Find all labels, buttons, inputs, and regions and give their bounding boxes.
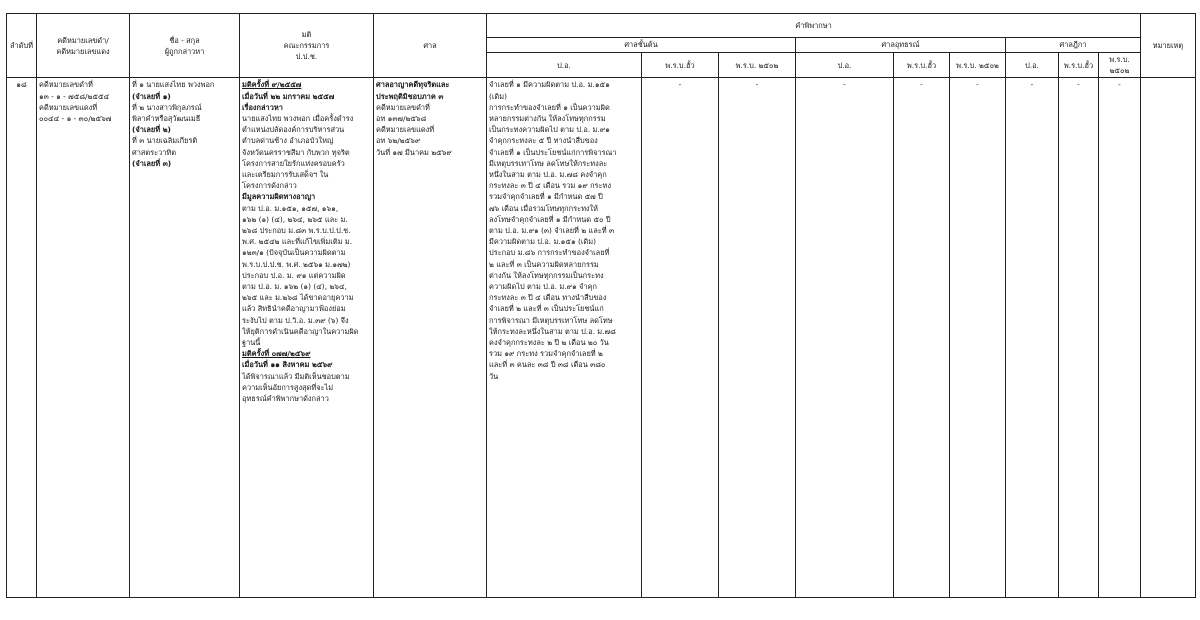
accused-line: (จำเลยที่ ๓) [132,158,172,168]
first-pa-line: หลายกรรมต่างกัน ให้ลงโทษทุกกรรม [489,114,606,124]
first-pa-line: กระทงละ ๓ ปี ๔ เดือน รวม ๑๙ กระทง [489,181,611,191]
cell-appeal-2502: - [950,78,1006,598]
first-pa-line: การพิจารณา มีเหตุบรรเทาโทษ ลดโทษ [489,315,613,325]
first-pa-line: รวมจำคุกจำเลยที่ ๑ มีกำหนด ๕๗ ปี [489,192,603,202]
court-line: อท ๑๓๗/๒๕๖๘ [376,114,427,124]
resolution-line: ตำบลด่านช้าง อำเภอบัวใหญ่ [242,136,334,146]
cell-first-instance-prb: - [642,78,719,598]
court-line: คดีหมายเลขแดงที่ [376,125,435,135]
cell-appeal-prb: - [894,78,950,598]
cell-remark [1141,78,1196,598]
first-pa-line: จำคุกกระทงละ ๕ ปี ทางนำสืบของ [489,136,598,146]
header-resolution [240,14,374,78]
court-line: อท ๖๒/๒๕๖๙ [376,136,421,146]
resolution-line: อุทธรณ์คำพิพากษาดังกล่าว [242,394,329,404]
accused-line: พิลาคำหรือสุวัฒนเมธี [132,114,201,124]
table-row [7,78,1196,598]
header-first-prb: พ.ร.บ.ฮั้ว [642,53,719,78]
first-pa-line: จำเลยที่ ๑ มีความผิดตาม ป.อ. ม.๑๕๑ [489,80,610,90]
header-supreme-pa: ป.อ. [1006,53,1059,78]
case-no-line: คดีหมายเลขดำที่ [39,80,93,90]
first-pa-line: วัน [489,371,499,381]
resolution-line: ตาม ป.อ. ม. ๑๖๒ (๑) (๔), ๒๖๔, [242,282,347,292]
resolution-line: โครงการดังกล่าว [242,181,297,191]
cell-court [374,78,487,598]
resolution-line: พ.ร.บ.ป.ป.ช. พ.ศ. ๒๕๖๑ ม.๑๗๒) [242,259,351,269]
resolution-line: ฐานนี้ [242,338,261,348]
cell-case-no [37,78,130,598]
header-first-2502: พ.ร.บ. ๒๕๐๒ [719,53,796,78]
header-supreme: ศาลฎีกา [1006,38,1141,53]
case-no-line: คดีหมายเลขแดงที่ [39,102,98,112]
resolution-line: และเตรียมการรับเสด็จฯ ใน [242,170,329,180]
cell-first-instance-pa [487,78,642,598]
first-pa-line: ความผิดไป ตาม ป.อ. ม.๙๑ จำคุก [489,282,597,292]
header-resolution-text: มติ คณะกรรมการ ป.ป.ช. [283,29,330,62]
first-pa-line: ๒ และที่ ๓ เป็นความผิดหลายกรรม [489,259,599,269]
first-pa-line: หนึ่งในสาม ตาม ป.อ. ม.๗๘ คงจำคุก [489,170,607,180]
resolution-line: ๑๖๒ (๑) (๔), ๒๖๔, ๒๖๕ และ ม. [242,214,348,224]
resolution-line: จังหวัดนครราชสีมา กับพวก ทุจริต [242,147,350,157]
first-pa-line: ตาม ป.อ. ม.๙๑ (๓) จำเลยที่ ๒ และที่ ๓ [489,226,615,236]
header-first-pa: ป.อ. [487,53,642,78]
resolution-line: มติครั้งที่ ๙/๒๕๕๗ [242,80,302,90]
first-pa-line: ประกอบ ม.๘๖ การกระทำของจำเลยที่ [489,248,610,258]
first-pa-line: ๗๖ เดือน เมื่อรวมโทษทุกกระทงให้ [489,203,599,213]
resolution-line: ได้พิจารณาแล้ว มีมติเห็นชอบตาม [242,371,350,381]
first-pa-line: (เดิม) [489,91,507,101]
cell-no: ๑๘ [7,78,37,598]
court-line: ศาลอาญาคดีทุจริตและ [376,80,450,90]
resolution-line: ประกอบ ป.อ. ม. ๙๑ แต่ความผิด [242,270,346,280]
resolution-line: เมื่อวันที่ ๒๒ มกราคม ๒๕๕๗ [242,91,335,101]
case-no-line: ๐๐๔๔ - ๑ - ๓๐/๒๕๖๗ [39,114,112,124]
header-case-no-text: คดีหมายเลขดำ/ คดีหมายเลขแดง [56,35,110,56]
header-judgment: คำพิพากษา [487,14,1141,38]
header-remark: หมายเหตุ [1141,14,1196,78]
header-no: ลำดับที่ [7,14,37,78]
first-pa-line: เป็นกระทงความผิดไป ตาม ป.อ. ม.๙๑ [489,125,610,135]
resolution-line: ระงับไป ตาม ป.วิ.อ. ม.๓๙ (๖) จึง [242,315,349,325]
resolution-line: เรื่องกล่าวหา [242,102,283,112]
cell-first-instance-2502: - [719,78,796,598]
resolution-line: มติครั้งที่ ๐๗๗/๒๕๖๙ [242,349,311,359]
header-appeal-prb: พ.ร.บ.ฮั้ว [894,53,950,78]
resolution-line: โครงการสายใยรักแห่งครอบครัว [242,158,345,168]
resolution-line: พ.ศ. ๒๕๔๒ และที่แก้ไขเพิ่มเติม ม. [242,237,353,247]
resolution-line: มีมูลความผิดทางอาญา [242,192,316,202]
header-appeal-2502: พ.ร.บ. ๒๕๐๒ [950,53,1006,78]
accused-line: ศาสตระวาทิต [132,147,177,157]
first-pa-line: กระทงละ ๓ ปี ๔ เดือน ทางนำสืบของ [489,293,607,303]
first-pa-line: ให้กระทงละหนึ่งในสาม ตาม ป.อ. ม.๗๘ [489,326,616,336]
court-line: ประพฤติมิชอบภาค ๓ [376,91,444,101]
header-accused [130,14,240,78]
header-supreme-2502-text: พ.ร.บ. ๒๕๐๒ [1109,55,1130,76]
resolution-line: ตำแหน่งปลัดองค์การบริหารส่วน [242,125,345,135]
header-first-instance: ศาลชั้นต้น [487,38,796,53]
first-pa-line: การกระทำของจำเลยที่ ๑ เป็นความผิด [489,102,610,112]
court-line: คดีหมายเลขดำที่ [376,102,430,112]
accused-line: ที่ ๒ นางสาวพิกุลภรณ์ [132,102,202,112]
cell-supreme-prb: - [1059,78,1099,598]
first-pa-line: คงจำคุกกระทงละ ๒ ปี ๒ เดือน ๒๐ วัน [489,338,609,348]
accused-line: ที่ ๑ นายแสงไทย พวงพอก [132,80,215,90]
resolution-line: ตาม ป.อ. ม.๑๕๑, ๑๕๗, ๑๖๑, [242,203,339,213]
header-appeal-pa: ป.อ. [796,53,894,78]
header-appeal: ศาลอุทธรณ์ [796,38,1006,53]
accused-line: ที่ ๓ นายเฉลิมเกียรติ [132,136,198,146]
first-pa-line: ลงโทษจำคุกจำเลยที่ ๑ มีกำหนด ๕๐ ปี [489,214,611,224]
first-pa-line: มีความผิดตาม ป.อ. ม.๑๕๑ (เดิม) [489,237,596,247]
resolution-line: นายแสงไทย พวงพอก เมื่อครั้งดำรง [242,114,354,124]
resolution-line: แล้ว สิทธินำคดีอาญามาฟ้องย่อม [242,304,346,314]
resolution-line: ๒๖๘ ประกอบ ม.๘๓ พ.ร.บ.ป.ป.ช. [242,226,351,236]
cell-appeal-pa: - [796,78,894,598]
header-accused-text: ชื่อ - สกุล ผู้ถูกกล่าวหา [164,35,205,56]
court-line: วันที่ ๑๗ มีนาคม ๒๕๖๙ [376,147,452,157]
first-pa-line: ต่างกัน ให้ลงโทษทุกกรรมเป็นกระทง [489,270,604,280]
cell-supreme-2502: - [1099,78,1141,598]
resolution-line: ให้ยุติการดำเนินคดีอาญาในความผิด [242,326,359,336]
resolution-line: ๑๒๓/๑ (ปัจจุบันเป็นความผิดตาม [242,248,346,258]
first-pa-line: มีเหตุบรรเทาโทษ ลดโทษให้กระทงละ [489,158,608,168]
header-court: ศาล [374,14,487,78]
resolution-line: ๒๖๕ และ ม.๒๖๘ ได้ขาดอายุความ [242,293,354,303]
cell-accused [130,78,240,598]
judgment-table-page [6,13,1193,598]
first-pa-line: รวม ๑๙ กระทง รวมจำคุกจำเลยที่ ๒ [489,349,603,359]
first-pa-line: จำเลยที่ ๑ เป็นประโยชน์แก่การพิจารณา [489,147,617,157]
first-pa-line: และที่ ๓ คนละ ๓๘ ปี ๓๘ เดือน ๓๘๐ [489,360,606,370]
cell-supreme-pa: - [1006,78,1059,598]
header-case-no [37,14,130,78]
judgment-table [6,13,1196,598]
first-pa-line: จำเลยที่ ๒ และที่ ๓ เป็นประโยชน์แก่ [489,304,604,314]
accused-line: (จำเลยที่ ๑) [132,91,171,101]
resolution-line: ความเห็นอัยการสูงสุดที่จะไม่ [242,382,334,392]
case-no-line: ๑๓ - ๑ - ๗๕๘/๒๕๕๔ [39,91,110,101]
header-supreme-2502 [1099,53,1141,78]
accused-line: (จำเลยที่ ๒) [132,125,171,135]
header-supreme-prb: พ.ร.บ.ฮั้ว [1059,53,1099,78]
cell-resolution [240,78,374,598]
resolution-line: เมื่อวันที่ ๑๑ สิงหาคม ๒๕๖๙ [242,360,333,370]
